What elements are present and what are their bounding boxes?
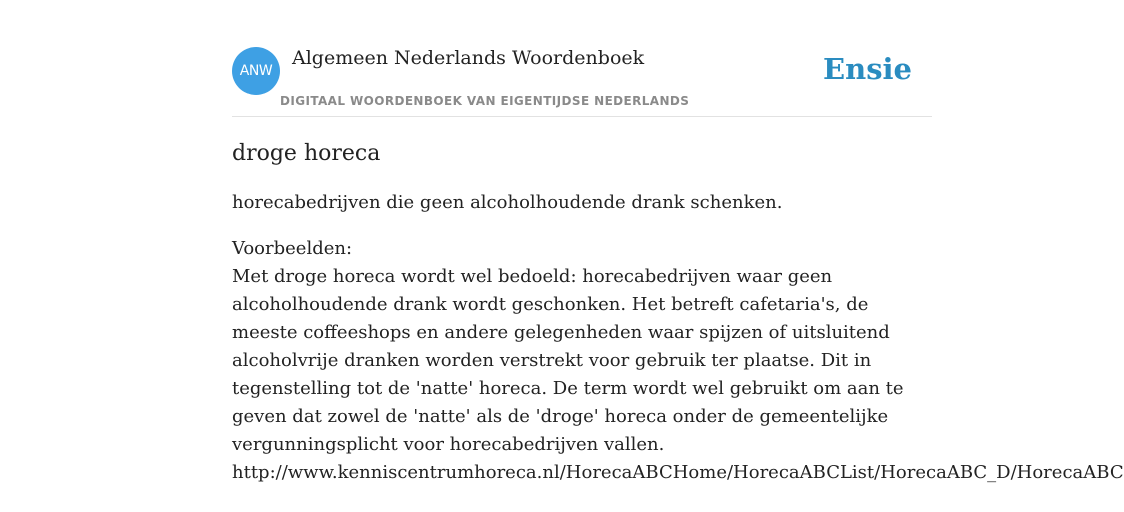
- entry-content: [232, 140, 1124, 487]
- source-subtitle: DIGITAAL WOORDENBOEK VAN EIGENTIJDSE NEDERLANDS: [280, 94, 690, 108]
- entry-definition: horecabedrijven die geen alcoholhoudende drank schenken.: [232, 192, 783, 213]
- examples-text: Met droge horeca wordt wel bedoeld: horecabedrijven waar geen alcoholhoudende drank wordt geschonken. Het betreft cafetaria's, de meeste coffeeshops en andere gelegenheden waar spijzen of uitsluitend alcoholvrije dranken worden verstrekt voor gebruik ter plaatse. Dit in tegenstelling tot de 'natte' horeca. De term wordt wel gebruikt om aan te geven dat zowel de 'natte' als de 'droge' horeca onder de gemeentelijke vergunningsplicht voor horecabedrijven vallen.: [232, 266, 904, 455]
- source-title[interactable]: Algemeen Nederlands Woordenboek: [292, 47, 645, 69]
- entry-term: droge horeca: [232, 141, 381, 166]
- examples-label: Voorbeelden:: [232, 238, 353, 259]
- source-logo[interactable]: ANW: [232, 47, 280, 95]
- brand-logo[interactable]: Ensie: [823, 52, 912, 86]
- source-header: [232, 46, 932, 117]
- examples-source-url[interactable]: http://www.kenniscentrumhoreca.nl/HorecaABCHome/HorecaABCList/HorecaABC_D/HorecaABC: [232, 462, 1124, 483]
- entry-examples: [232, 235, 1124, 487]
